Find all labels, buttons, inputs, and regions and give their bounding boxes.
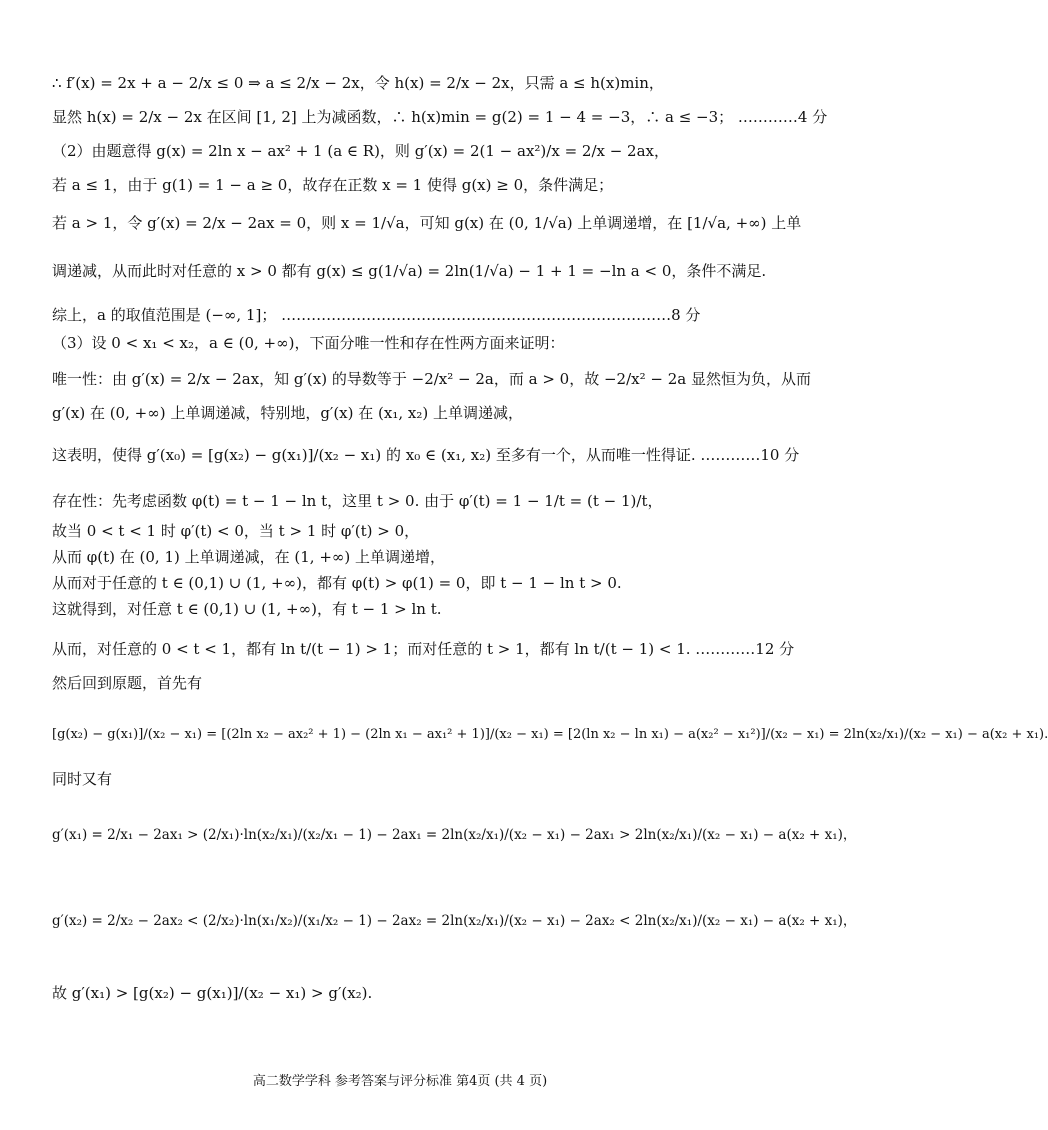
line-11: 这表明，使得 g′(x₀) = [g(x₂) − g(x₁)]/(x₂ − x₁) 的 x₀ ∈ (x₁, x₂) 至多有一个，从而唯一性得证. …………10 分	[52, 446, 800, 464]
line-7: 综上，a 的取值范围是 (−∞, 1]； ……………………………………………………………………8 分	[52, 306, 701, 324]
line-4: 若 a ≤ 1，由于 g(1) = 1 − a ≥ 0，故存在正数 x = 1 使得 g(x) ≥ 0，条件满足；	[52, 176, 614, 194]
line-21: g′(x₁) = 2/x₁ − 2ax₁ > (2/x₁)·ln(x₂/x₁)/(x₂/x₁ − 1) − 2ax₁ = 2ln(x₂/x₁)/(x₂ − x₁) − 2ax₁ > 2ln(x₂/x₁)/(x₂ − x₁) − a(x₂ + x₁)，	[52, 827, 857, 843]
line-5: 若 a > 1，令 g′(x) = 2/x − 2ax = 0，则 x = 1/√a，可知 g(x) 在 (0, 1/√a) 上单调递增，在 [1/√a, +∞) 上单	[52, 214, 802, 232]
line-19: [g(x₂) − g(x₁)]/(x₂ − x₁) = [(2ln x₂ − ax₂² + 1) − (2ln x₁ − ax₁² + 1)]/(x₂ − x₁) = [2(ln x₂ − ln x₁) − a(x₂² − x₁²)]/(x₂ − x₁) = 2ln(x₂/x₁)/(x₂ − x₁) − a(x₂ + x₁).	[52, 727, 1048, 742]
line-2: 显然 h(x) = 2/x − 2x 在区间 [1, 2] 上为减函数，∴ h(x)min = g(2) = 1 − 4 = −3，∴ a ≤ −3； …………4 分	[52, 108, 828, 126]
line-9: 唯一性：由 g′(x) = 2/x − 2ax，知 g′(x) 的导数等于 −2/x² − 2a，而 a > 0，故 −2/x² − 2a 显然恒为负，从而	[52, 370, 811, 388]
line-1: ∴ f′(x) = 2x + a − 2/x ≤ 0 ⇒ a ≤ 2/x − 2x，令 h(x) = 2/x − 2x，只需 a ≤ h(x)min，	[52, 74, 664, 92]
line-10: g′(x) 在 (0, +∞) 上单调递减，特别地，g′(x) 在 (x₁, x₂) 上单调递减，	[52, 404, 523, 422]
line-20: 同时又有	[52, 770, 113, 788]
line-17: 从而，对任意的 0 < t < 1，都有 ln t/(t − 1) > 1；而对任意的 t > 1，都有 ln t/(t − 1) < 1. …………12 分	[52, 640, 795, 658]
line-6: 调递减，从而此时对任意的 x > 0 都有 g(x) ≤ g(1/√a) = 2ln(1/√a) − 1 + 1 = −ln a < 0，条件不满足.	[52, 262, 767, 280]
line-3: （2）由题意得 g(x) = 2ln x − ax² + 1 (a ∈ R)，则 g′(x) = 2(1 − ax²)/x = 2/x − 2ax，	[52, 142, 670, 160]
line-15: 从而对于任意的 t ∈ (0,1) ∪ (1, +∞)，都有 φ(t) > φ(1) = 0，即 t − 1 − ln t > 0.	[52, 574, 622, 592]
line-16: 这就得到，对任意 t ∈ (0,1) ∪ (1, +∞)，有 t − 1 > ln t.	[52, 600, 442, 618]
line-12: 存在性：先考虑函数 φ(t) = t − 1 − ln t，这里 t > 0. 由于 φ′(t) = 1 − 1/t = (t − 1)/t，	[52, 492, 663, 510]
line-13: 故当 0 < t < 1 时 φ′(t) < 0，当 t > 1 时 φ′(t) > 0，	[52, 522, 420, 540]
document-body	[52, 70, 1048, 1006]
line-8: （3）设 0 < x₁ < x₂，a ∈ (0, +∞)，下面分唯一性和存在性两方面来证明：	[52, 334, 565, 352]
line-18: 然后回到原题，首先有	[52, 674, 203, 692]
line-22: g′(x₂) = 2/x₂ − 2ax₂ < (2/x₂)·ln(x₁/x₂)/(x₁/x₂ − 1) − 2ax₂ = 2ln(x₂/x₁)/(x₂ − x₁) − 2ax₂ < 2ln(x₂/x₁)/(x₂ − x₁) − a(x₂ + x₁)，	[52, 913, 857, 929]
line-14: 从而 φ(t) 在 (0, 1) 上单调递减，在 (1, +∞) 上单调递增，	[52, 548, 446, 566]
line-23: 故 g′(x₁) > [g(x₂) − g(x₁)]/(x₂ − x₁) > g′(x₂).	[52, 984, 373, 1002]
page-footer: 高二数学学科 参考答案与评分标准 第4页 (共 4 页)	[252, 1074, 548, 1089]
